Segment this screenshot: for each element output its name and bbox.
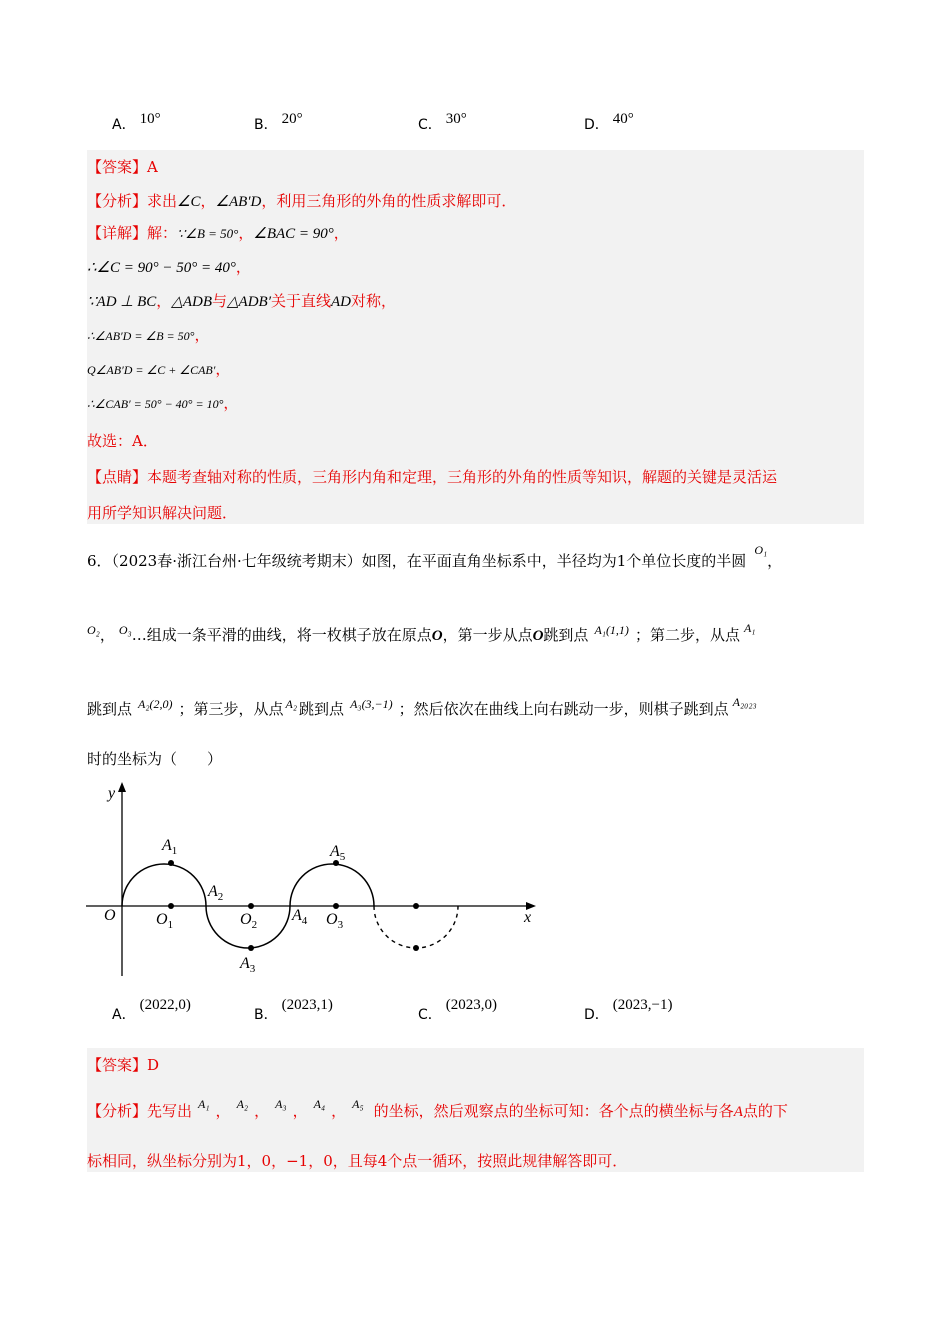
point-a3	[248, 945, 254, 951]
label-o1: $O_1$	[156, 911, 174, 931]
q5-option-b[interactable]: B． 20°	[254, 111, 303, 133]
point-o4	[413, 903, 419, 909]
origin-label: O	[104, 907, 116, 924]
q5-step2: ∵AD ⊥ BC，△ADB与△ADB′关于直线AD对称，	[87, 292, 397, 310]
q5-choice: 故选：A．	[87, 432, 158, 450]
q6-analysis-line2: 标相同，纵坐标分别为1，0，−1，0，且每4个点一循环，按照此规律解答即可．	[87, 1152, 628, 1170]
q6-option-a[interactable]: A．(2022,0)	[112, 997, 191, 1023]
q6-options	[0, 997, 950, 1034]
q5-option-c[interactable]: C． 30°	[418, 111, 467, 133]
y-axis-label: y	[108, 785, 116, 802]
q5-step5: ∴∠CAB′ = 50° − 40° = 10°，	[87, 394, 239, 412]
q6-stem-line2: $^{O_2}$， $^{O_3}$…组成一条平滑的曲线，将一枚棋子放在原点O，第一步从点O跳到点 $^{A_1(1,1)}$ ；第二步，从点 $^{A_1}$	[87, 621, 756, 644]
q5-step4: Q∠AB′D = ∠C + ∠CAB′，	[87, 360, 231, 378]
q5-step1: ∴∠C = 90° − 50° = 40°，	[87, 258, 251, 276]
label-a2: $A_2$	[208, 883, 224, 903]
q5-options	[0, 111, 950, 144]
q5-answer-line: 【答案】A	[87, 158, 158, 176]
q6-stem-line3: 跳到点 $^{A_2(2,0)}$ ；第三步，从点 $^{A_2}$ 跳到点 $^{A_3(3,-1)}$ ；然后依次在曲线上向右跳动一步，则棋子跳到点 $^{A_{2023}}$	[87, 695, 757, 718]
q6-analysis-line1: 【分析】先写出 $^{A_1}$ ， $^{A_2}$ ， $^{A_3}$ ， $^{A_4}$ ， $^{A_5}$ 的坐标，然后观察点的坐标可知：各个点的横坐标与各A点的下	[87, 1097, 788, 1120]
point-a1	[168, 860, 174, 866]
label-o2: $O_2$	[240, 911, 258, 931]
q5-option-a[interactable]: A． 10°	[112, 111, 161, 133]
q5-solution-box	[87, 150, 864, 524]
q6-option-c[interactable]: C．(2023,0)	[418, 997, 498, 1023]
q5-comment-line2: 用所学知识解决问题．	[87, 504, 238, 522]
label-a3: $A_3$	[240, 955, 256, 975]
point-o3	[333, 903, 339, 909]
q6-stem-line1: 6．（2023春·浙江台州·七年级统考期末）如图，在平面直角坐标系中，半径均为1个单位长度的半圆$^{O_1}$，	[87, 543, 783, 570]
q6-figure	[80, 780, 560, 980]
x-axis-label: x	[524, 909, 532, 926]
q6-answer-line: 【答案】D	[87, 1056, 160, 1074]
q5-comment-line1: 【点睛】本题考查轴对称的性质，三角形内角和定理，三角形的外角的性质等知识，解题的关键是灵活运	[87, 468, 778, 486]
dashed-semicircle	[374, 906, 458, 948]
q5-option-d[interactable]: D． 40°	[584, 111, 634, 133]
q5-step3: ∴∠AB′D = ∠B = 50°，	[87, 326, 210, 344]
y-axis-arrow	[118, 782, 126, 792]
q6-solution-box	[87, 1048, 864, 1172]
q6-option-b[interactable]: B．(2023,1)	[254, 997, 333, 1023]
point-a5	[333, 860, 339, 866]
label-a4: $A_4$	[292, 907, 308, 927]
point-a7	[413, 945, 419, 951]
q6-stem-line4: 时的坐标为（ ）	[87, 750, 223, 768]
q5-analysis-line: 【分析】求出∠C，∠AB′D，利用三角形的外角的性质求解即可．	[87, 192, 517, 210]
q5-detail-line: 【详解】解：∵∠B = 50°，∠BAC = 90°，	[87, 224, 349, 242]
label-o3: $O_3$	[326, 911, 344, 931]
label-a1: $A_1$	[162, 837, 178, 857]
point-o1	[168, 903, 174, 909]
point-o2	[248, 903, 254, 909]
label-a5: $A_5$	[330, 843, 346, 863]
q6-option-d[interactable]: D．(2023,−1)	[584, 997, 673, 1023]
